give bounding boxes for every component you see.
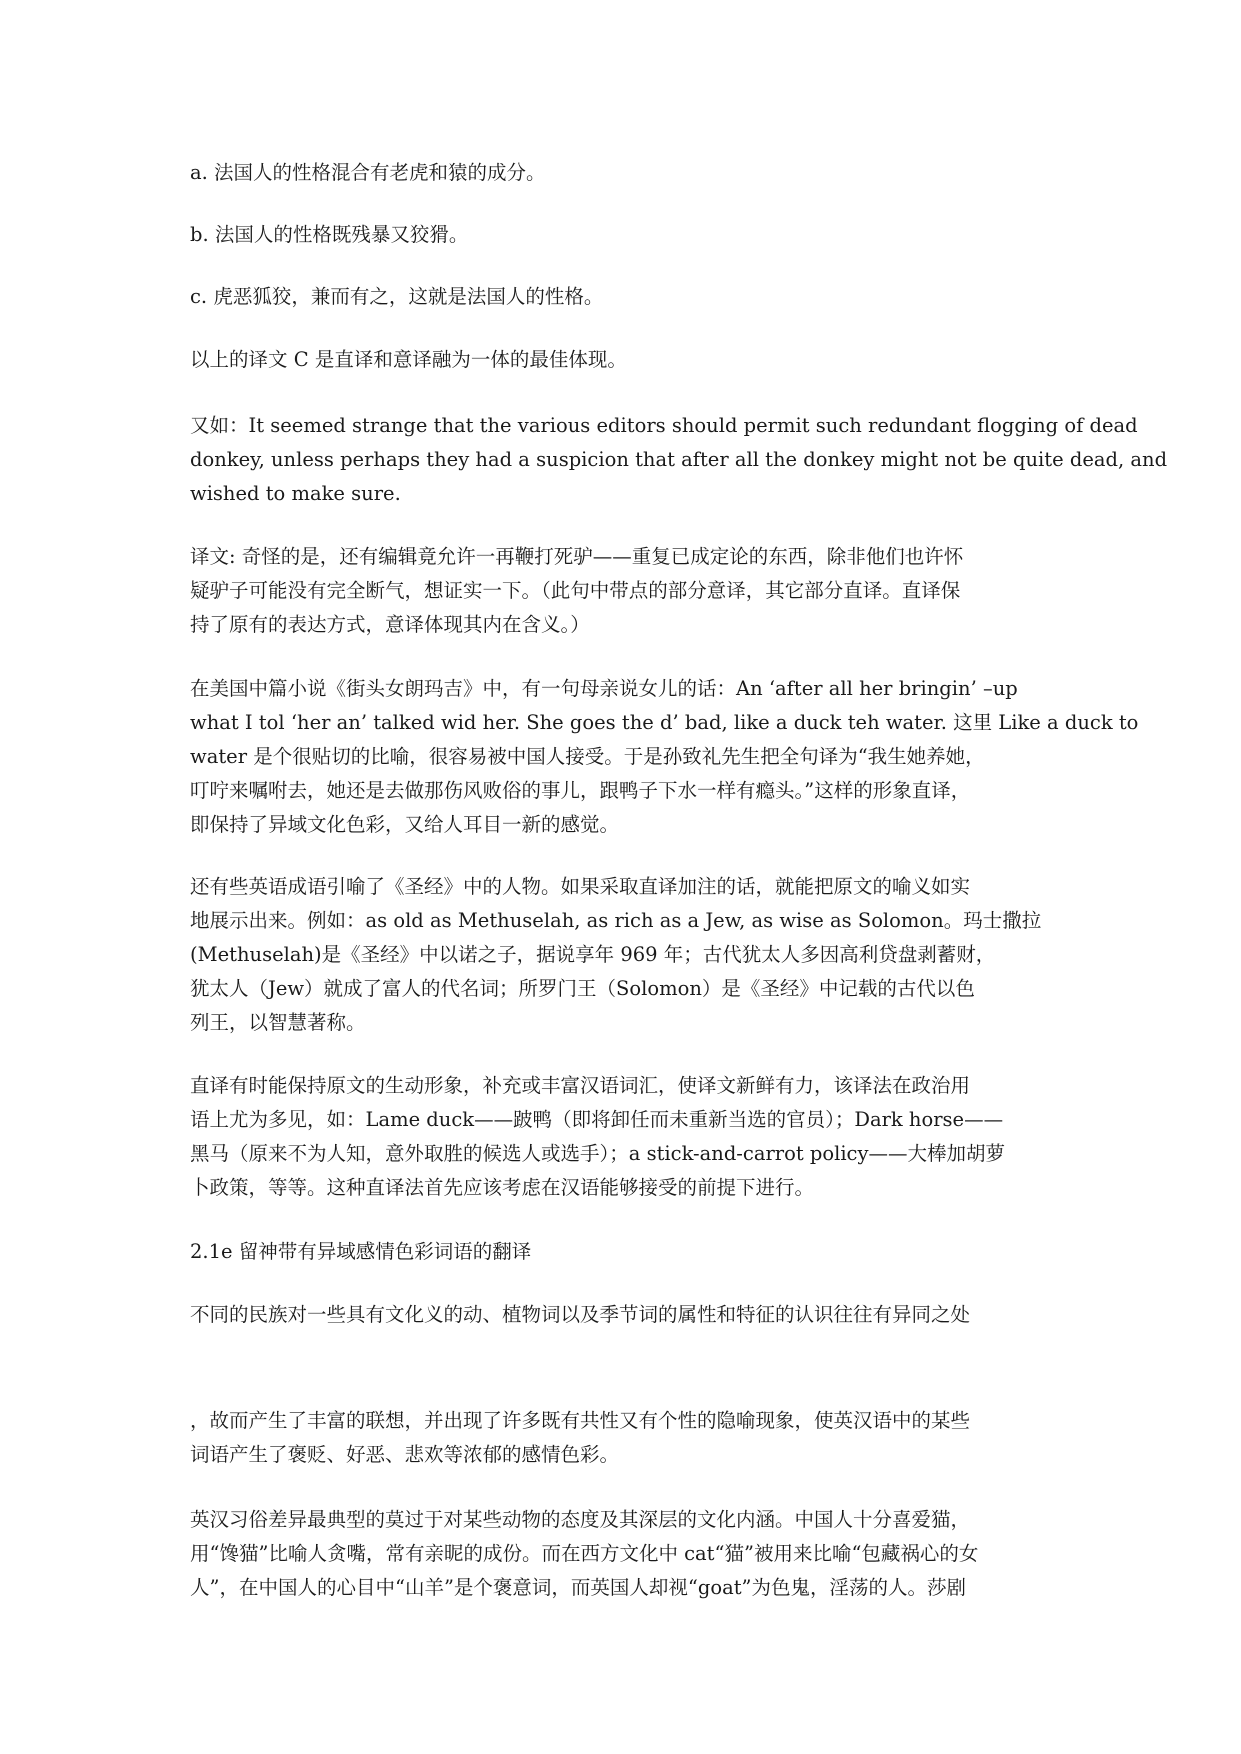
text-line: 叮咛来嘱咐去，她还是去做那伤风败俗的事儿，跟鸭子下水一样有瘾头。”这样的形象直译， <box>190 779 971 802</box>
text-line: 还有些英语成语引喻了《圣经》中的人物。如果采取直译加注的话，就能把原文的喻义如实 <box>190 875 971 898</box>
text-line: 即保持了异域文化色彩，又给人耳目一新的感觉。 <box>190 813 620 836</box>
text-line: 卜政策，等等。这种直译法首先应该考虑在汉语能够接受的前提下进行。 <box>190 1176 815 1199</box>
text-line: 人”，在中国人的心目中“山羊”是个褒意词，而英国人却视“goat”为色鬼，淫荡的人。莎剧 <box>190 1576 967 1599</box>
paragraph-cultural-intro <box>190 1298 1066 1332</box>
text-line: 2.1e 留神带有异域感情色彩词语的翻译 <box>190 1240 532 1263</box>
paragraph-example-a <box>190 156 1066 190</box>
text-line: 列王，以智慧著称。 <box>190 1011 366 1034</box>
text-line: 语上尤为多见，如：Lame duck——跛鸭（即将卸任而未重新当选的官员）；Dark horse—— <box>190 1108 1004 1131</box>
text-line: 犹太人（Jew）就成了富人的代名词；所罗门王（Solomon）是《圣经》中记载的古代以色 <box>190 977 975 1000</box>
text-line: 用“馋猫”比喻人贪嘴，常有亲昵的成份。而在西方文化中 cat“猫”被用来比喻“包藏祸心的女 <box>190 1542 979 1565</box>
text-line: 黑马（原来不为人知，意外取胜的候选人或选手）；a stick-and-carrot policy——大棒加胡萝 <box>190 1142 1005 1165</box>
paragraph-bible <box>190 870 1066 1040</box>
text-line: c. 虎恶狐狡，兼而有之，这就是法国人的性格。 <box>190 285 604 308</box>
text-line: 不同的民族对一些具有文化义的动、植物词以及季节词的属性和特征的认识往往有异同之处 <box>190 1303 971 1326</box>
text-line: 英汉习俗差异最典型的莫过于对某些动物的态度及其深层的文化内涵。中国人十分喜爱猫， <box>190 1508 971 1531</box>
text-line: 译文: 奇怪的是，还有编辑竟允许一再鞭打死驴——重复已成定论的东西，除非他们也许怀 <box>190 545 964 568</box>
text-line: 又如：It seemed strange that the various editors should permit such redundant flogging of dead <box>190 414 1138 437</box>
section-heading <box>190 1235 1066 1269</box>
paragraph-example-english <box>190 409 1168 511</box>
text-line: wished to make sure. <box>190 482 401 505</box>
text-line: 词语产生了褒贬、好恶、悲欢等浓郁的感情色彩。 <box>190 1443 620 1466</box>
paragraph-example-c <box>190 280 1066 314</box>
text-line: b. 法国人的性格既残暴又狡猾。 <box>190 223 469 246</box>
text-line: 持了原有的表达方式，意译体现其内在含义。） <box>190 613 590 636</box>
text-line: what I tol ‘her an’ talked wid her. She goes the d’ bad, like a duck teh water. 这里 Like a duck to <box>190 711 1139 734</box>
paragraph-political-terms <box>190 1069 1066 1205</box>
text-line: 以上的译文 C 是直译和意译融为一体的最佳体现。 <box>190 348 627 371</box>
text-line: donkey, unless perhaps they had a suspicion that after all the donkey might not be quite dead, and <box>190 448 1168 471</box>
text-line: 地展示出来。例如：as old as Methuselah, as rich as a Jew, as wise as Solomon。玛士撒拉 <box>190 909 1042 932</box>
text-line: 疑驴子可能没有完全断气，想证实一下。（此句中带点的部分意译，其它部分直译。直译保 <box>190 579 961 602</box>
text-line: ，故而产生了丰富的联想，并出现了许多既有共性又有个性的隐喻现象，使英汉语中的某些 <box>190 1409 971 1432</box>
text-line: a. 法国人的性格混合有老虎和猿的成分。 <box>190 161 546 184</box>
text-line: 直译有时能保持原文的生动形象，补充或丰富汉语词汇，使译文新鲜有力，该译法在政治用 <box>190 1074 971 1097</box>
paragraph-cultural-continued <box>190 1404 1066 1472</box>
text-line: (Methuselah)是《圣经》中以诺之子，据说享年 969 年；古代犹太人多因高利贷盘剥蓄财， <box>190 943 996 966</box>
paragraph-animal-customs <box>190 1503 1066 1605</box>
paragraph-translation <box>190 540 1066 642</box>
text-line: 在美国中篇小说《街头女朗玛吉》中，有一句母亲说女儿的话：An ‘after all her bringin’ –up <box>190 677 1018 700</box>
text-line: water 是个很贴切的比喻，很容易被中国人接受。于是孙致礼先生把全句译为“我生她养她， <box>190 745 985 768</box>
paragraph-example-b <box>190 218 1066 252</box>
paragraph-maggie <box>190 672 1139 842</box>
paragraph-summary <box>190 343 1066 377</box>
